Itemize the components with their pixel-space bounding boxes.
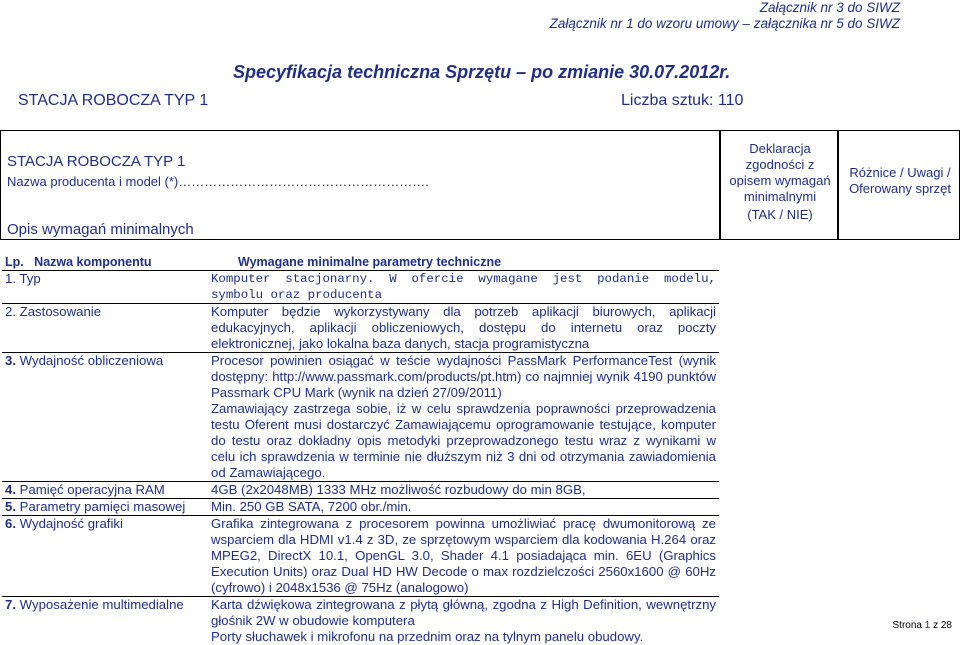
page-footer: Strona 1 z 28 <box>893 620 953 631</box>
component-cell <box>2 482 208 499</box>
requirement-text: Porty słuchawek i mikrofonu na przednim oraz na tylnym panelu obudowy. <box>211 629 716 645</box>
station-info-box <box>0 130 720 240</box>
component-cell <box>2 597 208 645</box>
requirement-cell <box>208 597 719 645</box>
station-name: STACJA ROBOCZA TYP 1 <box>7 153 185 170</box>
requirement-cell <box>208 482 719 499</box>
table-row <box>2 482 719 499</box>
table-row <box>2 304 719 353</box>
attachment-line-2: Załącznik nr 1 do wzoru umowy – załącznika nr 5 do SIWZ <box>550 16 900 31</box>
header-params: Wymagane minimalne parametry techniczne <box>208 254 719 271</box>
requirement-text: Komputer stacjonarny. W ofercie wymagane jest podanie modelu, symbolu oraz producenta <box>211 271 716 303</box>
row-number: 2. <box>5 304 16 319</box>
requirement-text: Grafika zintegrowana z procesorem powinna umożliwiać pracę dwumonitorową ze wsparciem dla HDMI v1.4 z 3D, ze sprzętowym wsparciem dla kodowania H.264 oraz MPEG2, DirectX 10.1, OpenGL 3.0, Shader 4.1 posiadająca min. 6EU (Graphics Execution Units) oraz Dual HD HW Decode o max rozdzielczości 2560x1600 @ 60Hz (cyfrowo) i 2048x1536 @ 75Hz (analogowo) <box>211 516 716 596</box>
table-row <box>2 353 719 482</box>
requirement-text: Komputer będzie wykorzystywany dla potrzeb aplikacji biurowych, aplikacji edukacyjnych, aplikacji obliczeniowych, dostępu do internetu oraz poczty elektronicznej, jako lokalna baza danych, stacja programistyczna <box>211 304 716 352</box>
component-cell <box>2 516 208 597</box>
attachment-line-1: Załącznik nr 3 do SIWZ <box>760 0 900 15</box>
requirement-cell <box>208 516 719 597</box>
component-name: Pamięć operacyjna RAM <box>20 482 165 497</box>
header-lp-component: Lp. Nazwa komponentu <box>2 254 208 271</box>
requirement-cell <box>208 499 719 516</box>
table-row <box>2 499 719 516</box>
row-number: 4. <box>5 482 16 497</box>
requirement-text: 4GB (2x2048MB) 1333 MHz możliwość rozbudowy do min 8GB, <box>211 482 716 498</box>
requirements-table <box>2 254 719 645</box>
component-name: Typ <box>19 271 40 286</box>
requirements-heading: Opis wymagań minimalnych <box>7 221 194 238</box>
component-name: Parametry pamięci masowej <box>20 499 186 514</box>
requirement-cell <box>208 353 719 482</box>
component-cell <box>2 304 208 353</box>
station-type-label: STACJA ROBOCZA TYP 1 <box>18 92 208 110</box>
table-row <box>2 271 719 304</box>
differences-box <box>838 130 960 240</box>
row-number: 6. <box>5 516 16 531</box>
requirement-text: Min. 250 GB SATA, 7200 obr./min. <box>211 499 716 515</box>
component-cell <box>2 271 208 304</box>
document-title: Specyfikacja techniczna Sprzętu – po zmianie 30.07.2012r. <box>233 62 730 83</box>
component-cell <box>2 353 208 482</box>
requirement-text: Procesor powinien osiągać w teście wydajności PassMark PerformanceTest (wynik dostępny: http://www.passmark.com/products/pt.htm) co najmniej wynik 4190 punktów Passmark CPU Mark (wynik na dzień 27/09/2011) <box>211 353 716 401</box>
declaration-heading: Deklaracja zgodności z opisem wymagań minimalnymi <box>721 141 839 205</box>
row-number: 1. <box>5 271 16 286</box>
declaration-box <box>720 130 838 240</box>
differences-heading: Różnice / Uwagi / Oferowany sprzęt <box>839 165 960 197</box>
yes-no-label: (TAK / NIE) <box>721 207 839 222</box>
component-name: Wydajność grafiki <box>20 516 123 531</box>
producer-model-field: Nazwa producenta i model (*)…………………………………………………. <box>7 174 429 189</box>
table-header-row <box>2 254 719 271</box>
requirement-cell <box>208 304 719 353</box>
component-name: Wydajność obliczeniowa <box>20 353 164 368</box>
quantity-label: Liczba sztuk: 110 <box>621 92 743 110</box>
row-number: 3. <box>5 353 16 368</box>
requirement-text: Karta dźwiękowa zintegrowana z płytą główną, zgodna z High Definition, wewnętrzny głośnik 2W w obudowie komputera <box>211 597 716 629</box>
component-name: Zastosowanie <box>20 304 101 319</box>
component-name: Wyposażenie multimedialne <box>20 597 184 612</box>
row-number: 7. <box>5 597 16 612</box>
requirement-text: Zamawiający zastrzega sobie, iż w celu sprawdzenia poprawności przeprowadzenia testu Oferent musi dostarczyć Zamawiającemu oprogramowanie testujące, komputer do testu oraz dokładny opis metodyki przeprowadzonego testu wraz z wynikami w celu ich sprawdzenia w terminie nie dłuższym niż 3 dni od otrzymania zawiadomienia od Zamawiającego. <box>211 401 716 481</box>
component-cell <box>2 499 208 516</box>
table-row <box>2 516 719 597</box>
row-number: 5. <box>5 499 16 514</box>
table-row <box>2 597 719 645</box>
requirement-cell <box>208 271 719 304</box>
